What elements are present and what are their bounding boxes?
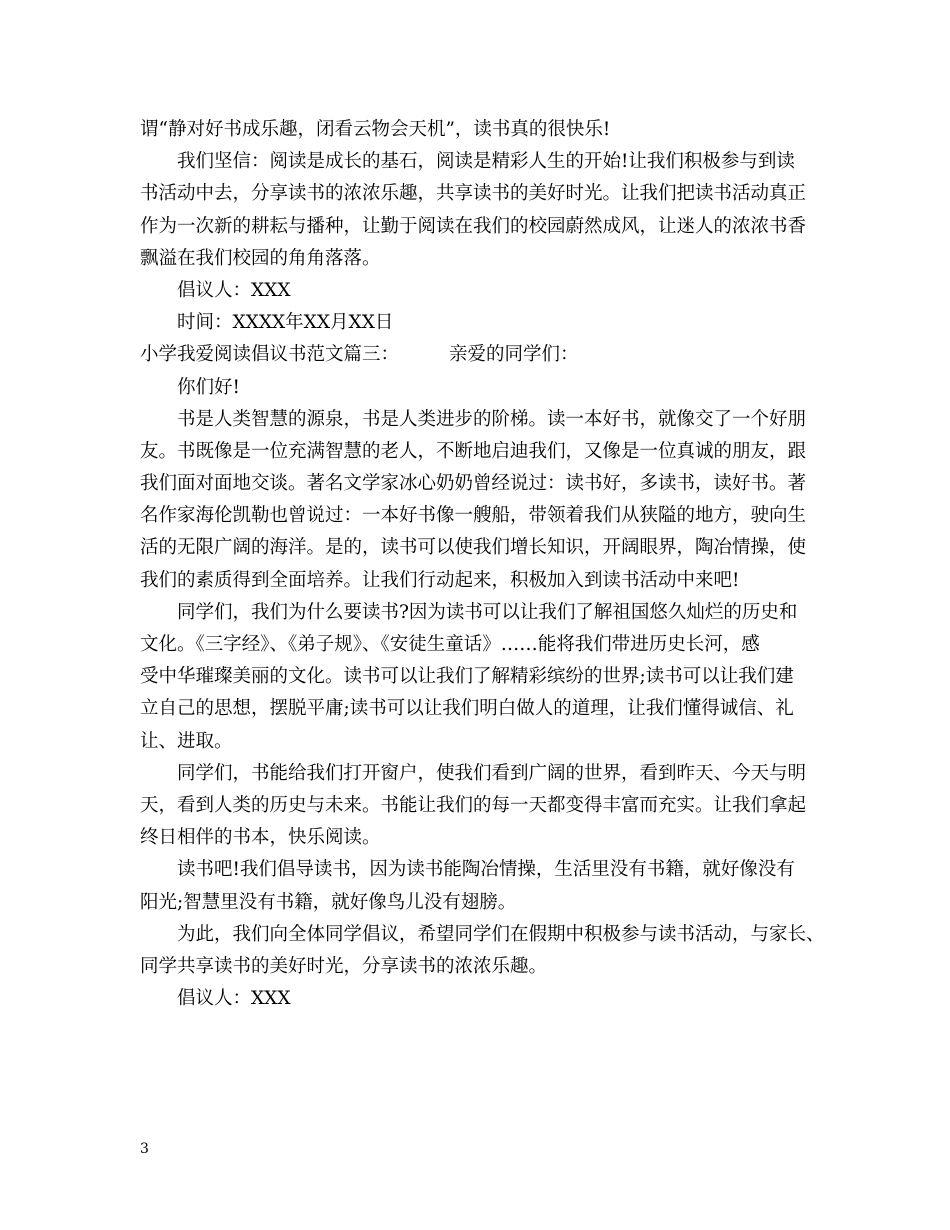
section-title-line xyxy=(140,339,820,371)
text-line: 受中华璀璨美丽的文化。读书可以让我们了解精彩缤纷的世界;读书可以让我们建 xyxy=(140,666,794,688)
paragraph-block-1 xyxy=(140,114,820,339)
text-line: 终日相伴的书本，快乐阅读。 xyxy=(140,827,381,849)
text-line: 书是人类智慧的源泉，书是人类进步的阶梯。读一本好书，就像交了一个好朋 xyxy=(177,408,807,430)
text-line: 谓“静对好书成乐趣，闭看云物会天机”，读书真的很快乐! xyxy=(140,119,611,140)
text-line: 我们面对面地交谈。著名文学家冰心奶奶曾经说过：读书好，多读书，读好书。著 xyxy=(140,473,807,495)
text-line: 天，看到人类的历史与未来。书能让我们的每一天都变得丰富而充实。让我们拿起 xyxy=(140,794,807,816)
text-line: 书活动中去，分享读书的浓浓乐趣，共享读书的美好时光。让我们把读书活动真正 xyxy=(140,183,807,205)
text-line: 文化。《三字经》、《弟子规》、《安徒生童话》……能将我们带进历史长河，感 xyxy=(140,634,760,655)
paragraph-block-2 xyxy=(140,372,825,1016)
text-line: 我们的素质得到全面培养。让我们行动起来，积极加入到读书活动中来吧! xyxy=(140,569,740,591)
text-line: 作为一次新的耕耘与播种，让勤于阅读在我们的校园蔚然成风，让迷人的浓浓书香 xyxy=(140,215,807,237)
text-line: 为此，我们向全体同学倡议，希望同学们在假期中积极参与读书活动，与家长、 xyxy=(177,923,825,945)
text-line: 读书吧!我们倡导读书，因为读书能陶冶情操，生活里没有书籍，就好像没有 xyxy=(177,859,795,881)
text-line: 时间：XXXX年XX月XX日 xyxy=(177,312,394,334)
section-title: 小学我爱阅读倡议书范文篇三： xyxy=(140,344,400,366)
page-number: 3 xyxy=(140,1141,149,1157)
text-line: 友。书既像是一位充满智慧的老人，不断地启迪我们，又像是一位真诚的朋友，跟 xyxy=(140,440,807,462)
text-line: 倡议人：XXX xyxy=(177,279,291,301)
text-line: 立自己的思想，摆脱平庸;读书可以让我们明白做人的道理，让我们懂得诚信、礼 xyxy=(140,698,794,720)
text-line: 同学们，书能给我们打开窗户，使我们看到广阔的世界，看到昨天、今天与明 xyxy=(177,762,807,784)
text-line: 让、进取。 xyxy=(140,730,233,752)
salutation: 亲爱的同学们： xyxy=(449,344,579,366)
text-line: 同学共享读书的美好时光，分享读书的浓浓乐趣。 xyxy=(140,955,548,977)
text-line: 我们坚信：阅读是成长的基石，阅读是精彩人生的开始!让我们积极参与到读 xyxy=(177,151,795,173)
text-line: 倡议人：XXX xyxy=(177,988,291,1010)
text-line: 你们好! xyxy=(177,376,240,398)
document-body xyxy=(140,114,825,1015)
text-line: 飘溢在我们校园的角角落落。 xyxy=(140,247,381,269)
text-line: 阳光;智慧里没有书籍，就好像鸟儿没有翅膀。 xyxy=(140,891,517,913)
text-line: 同学们，我们为什么要读书?因为读书可以让我们了解祖国悠久灿烂的历史和 xyxy=(177,601,798,623)
text-line: 活的无限广阔的海洋。是的，读书可以使我们增长知识，开阔眼界，陶冶情操，使 xyxy=(140,537,807,559)
text-line: 名作家海伦凯勒也曾说过：一本好书像一艘船，带领着我们从狭隘的地方，驶向生 xyxy=(140,505,807,527)
